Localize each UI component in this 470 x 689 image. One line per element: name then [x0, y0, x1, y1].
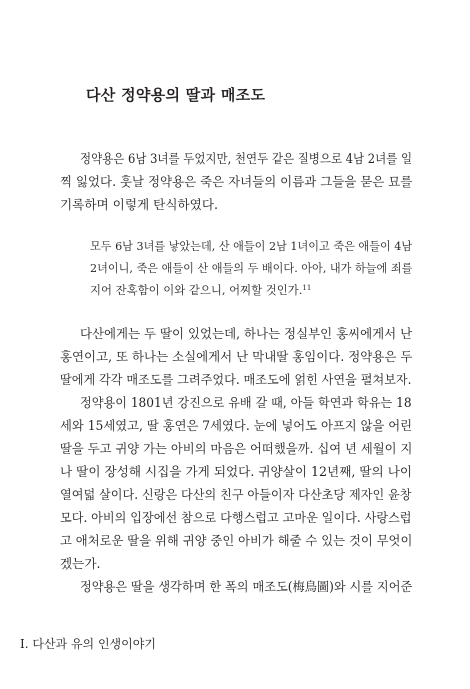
- body-line: 열여덟 살이다. 신랑은 다산의 친구 아들이자 다산초당 제자인 윤창: [60, 487, 412, 502]
- body-line: 다산에게는 두 딸이 있었는데, 하나는 정실부인 홍씨에게서 난: [80, 326, 413, 341]
- page-title: 다산 정약용의 딸과 매조도: [86, 86, 266, 104]
- body-line: 겠는가.: [60, 556, 101, 571]
- body-line: 나 딸이 장성해 시집을 가게 되었다. 귀양살이 12년째, 딸의 나이: [60, 464, 413, 479]
- quote-line: 모두 6남 3녀를 낳았는데, 산 애들이 2남 1녀이고 죽은 애들이 4남: [90, 239, 413, 253]
- body-line: 모다. 아비의 입장에선 참으로 다행스럽고 고마운 일이다. 사랑스럽: [60, 510, 412, 525]
- body-line: 찍 잃었다. 훗날 정약용은 죽은 자녀들의 이름과 그들을 묻은 묘를: [60, 174, 413, 189]
- body-line: 정약용은 딸을 생각하며 한 폭의 매조도(梅鳥圖)와 시를 지어준: [80, 579, 413, 594]
- body-line: 세와 15세였고, 딸 홍연은 7세였다. 눈에 넣어도 아프지 않을 어린: [60, 418, 413, 433]
- body-line: 딸에게 각각 매조도를 그려주었다. 매조도에 얽힌 사연을 펼쳐보자.: [60, 372, 412, 387]
- footnote-marker: 11: [302, 284, 312, 292]
- running-footer: I. 다산과 유의 인생이야기: [20, 637, 156, 651]
- body-line: 홍연이고, 또 하나는 소실에게서 난 막내딸 홍임이다. 정약용은 두: [60, 349, 413, 364]
- quote-text: 지어 잔혹함이 이와 같으니, 어찌할 것인가.: [90, 283, 303, 297]
- quote-line: 2녀이니, 죽은 애들이 산 애들의 두 배이다. 아아, 내가 하늘에 죄를: [90, 261, 413, 275]
- body-line: 딸을 두고 귀양 가는 아비의 마음은 어떠했을까. 십여 년 세월이 지: [60, 441, 413, 456]
- body-line: 기록하며 이렇게 탄식하였다.: [60, 197, 218, 212]
- quote-line: [90, 283, 311, 298]
- body-line: 정약용이 1801년 강진으로 유배 갈 때, 아들 학연과 학유는 18: [80, 395, 412, 410]
- body-line: 정약용은 6남 3녀를 두었지만, 천연두 같은 질병으로 4남 2녀를 일: [80, 151, 413, 166]
- body-line: 고 애처로운 딸을 위해 귀양 중인 아비가 해줄 수 있는 것이 무엇이: [60, 533, 413, 548]
